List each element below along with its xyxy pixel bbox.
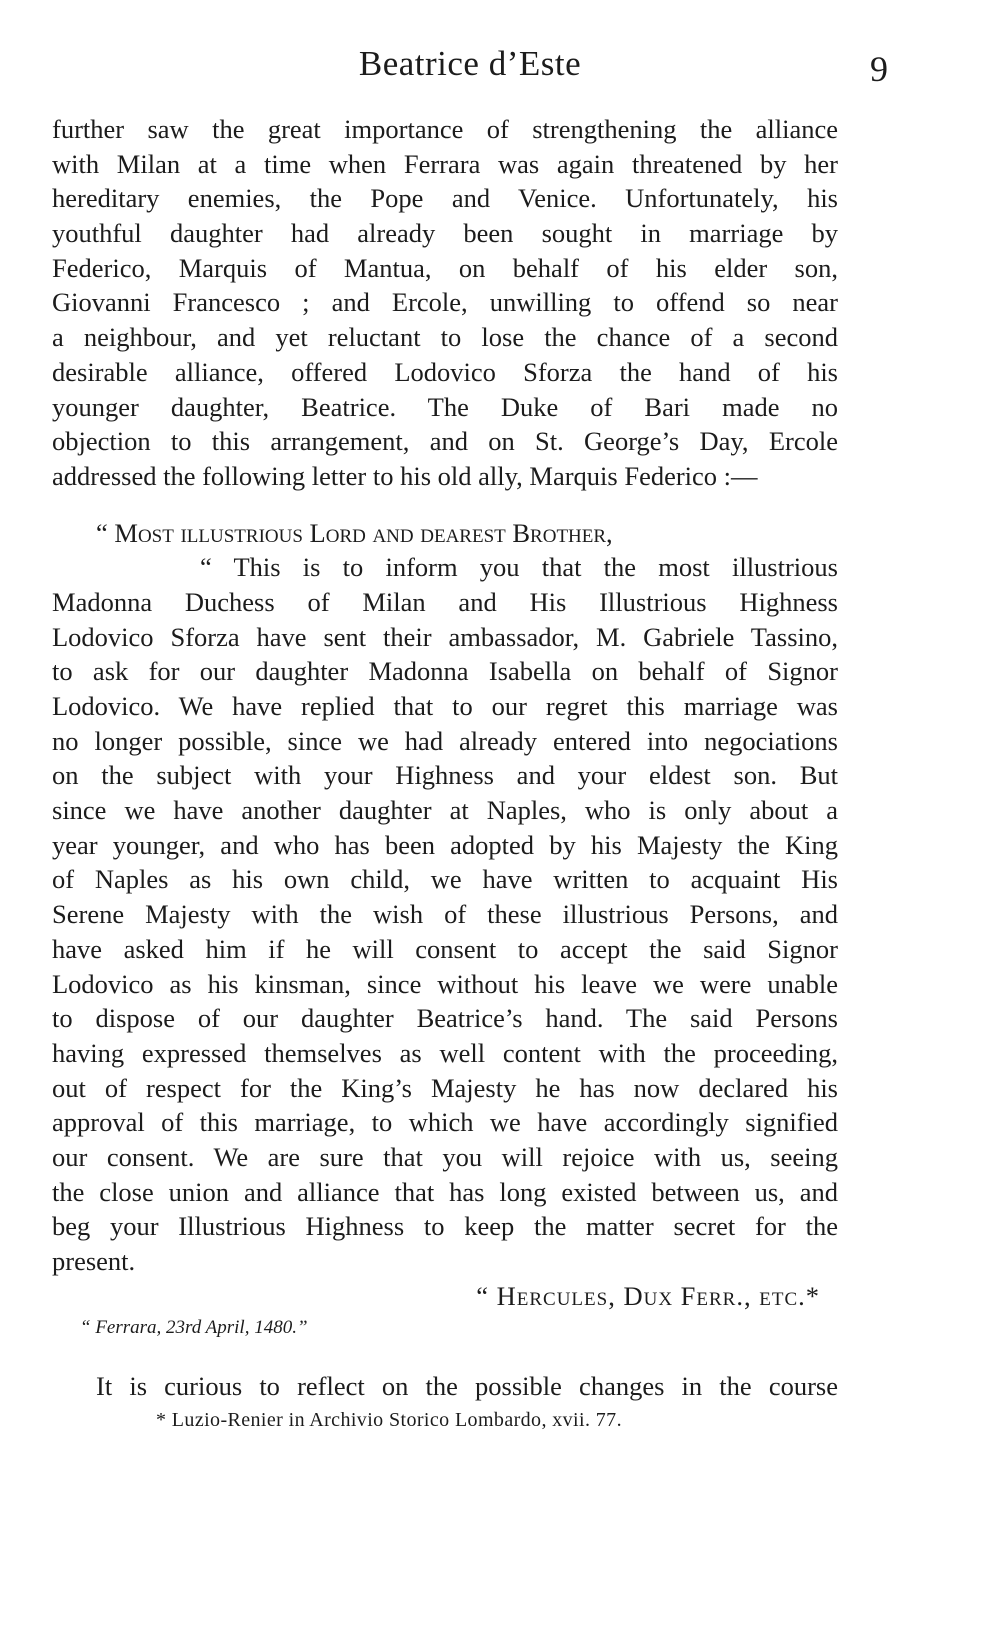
paragraph-2: It is curious to reflect on the possible changes in the course	[96, 1370, 838, 1401]
letter-line: year younger, and who has been adopted by his Majesty the King	[52, 829, 838, 860]
text-line: younger daughter, Beatrice. The Duke of Bari made no	[52, 391, 838, 422]
letter-line: have asked him if he will consent to accept the said Signor	[52, 933, 838, 964]
letter-line: Lodovico. We have replied that to our regret this marriage was	[52, 691, 838, 721]
text-line: Giovanni Francesco ; and Ercole, unwilling to offend so near	[52, 287, 838, 318]
letter-line: to dispose of our daughter Beatrice’s hand. The said Persons	[52, 1003, 838, 1034]
text-line: objection to this arrangement, and on St. George’s Day, Ercole	[52, 426, 838, 457]
text-line: further saw the great importance of strengthening the alliance	[52, 114, 838, 144]
letter-first-line: “ This is to inform you that the most illustrious	[200, 552, 838, 583]
quoted-letter	[52, 516, 838, 1343]
footnote: * Luzio-Renier in Archivio Storico Lombardo, xvii. 77.	[156, 1409, 622, 1432]
letter-salutation: “ Most illustrious Lord and dearest Brother,	[96, 517, 613, 548]
body-text	[52, 112, 838, 1437]
letter-line: since we have another daughter at Naples, who is only about a	[52, 795, 838, 826]
letter-line: the close union and alliance that has long existed between us, and	[52, 1176, 838, 1207]
letter-line: no longer possible, since we had already entered into negociations	[52, 725, 838, 756]
text-line: addressed the following letter to his old ally, Marquis Federico :—	[52, 460, 758, 491]
letter-last-line: present.	[52, 1246, 136, 1276]
text-line: hereditary enemies, the Pope and Venice. Unfortunately, his	[52, 183, 838, 214]
text-line: with Milan at a time when Ferrara was again threatened by her	[52, 148, 838, 179]
text-line: Federico, Marquis of Mantua, on behalf of his elder son,	[52, 252, 838, 283]
text-line: desirable alliance, offered Lodovico Sforza the hand of his	[52, 356, 838, 387]
letter-line: Lodovico as his kinsman, since without his leave we were unable	[52, 968, 838, 999]
paragraph-1	[52, 112, 838, 494]
text-line: a neighbour, and yet reluctant to lose the chance of a second	[52, 322, 838, 353]
running-head	[52, 44, 888, 92]
text-line: youthful daughter had already been sought in marriage by	[52, 218, 838, 249]
letter-line: out of respect for the King’s Majesty he has now declared his	[52, 1072, 838, 1103]
paragraph-spacer	[52, 494, 838, 516]
letter-line: our consent. We are sure that you will rejoice with us, seeing	[52, 1141, 838, 1172]
letter-line: beg your Illustrious Highness to keep the matter secret for the	[52, 1211, 838, 1242]
letter-line: Lodovico Sforza have sent their ambassador, M. Gabriele Tassino,	[52, 621, 838, 652]
page-number: 9	[870, 49, 888, 89]
letter-line: of Naples as his own child, we have written to acquaint His	[52, 864, 838, 895]
letter-dateline: “ Ferrara, 23rd April, 1480.”	[80, 1316, 308, 1338]
letter-line: approval of this marriage, to which we have accordingly signified	[52, 1107, 838, 1138]
letter-line: having expressed themselves as well content with the proceeding,	[52, 1037, 838, 1068]
letter-line: on the subject with your Highness and your eldest son. But	[52, 760, 838, 791]
letter-signature: “ Hercules, Dux Ferr., etc.*	[476, 1280, 820, 1311]
paragraph-spacer	[52, 1343, 838, 1369]
running-title: Beatrice d’Este	[358, 44, 582, 83]
letter-line: to ask for our daughter Madonna Isabella on behalf of Signor	[52, 656, 838, 687]
letter-line: Serene Majesty with the wish of these illustrious Persons, and	[52, 899, 838, 930]
signature-row	[52, 1279, 838, 1313]
letter-line: Madonna Duchess of Milan and His Illustrious Highness	[52, 586, 838, 617]
